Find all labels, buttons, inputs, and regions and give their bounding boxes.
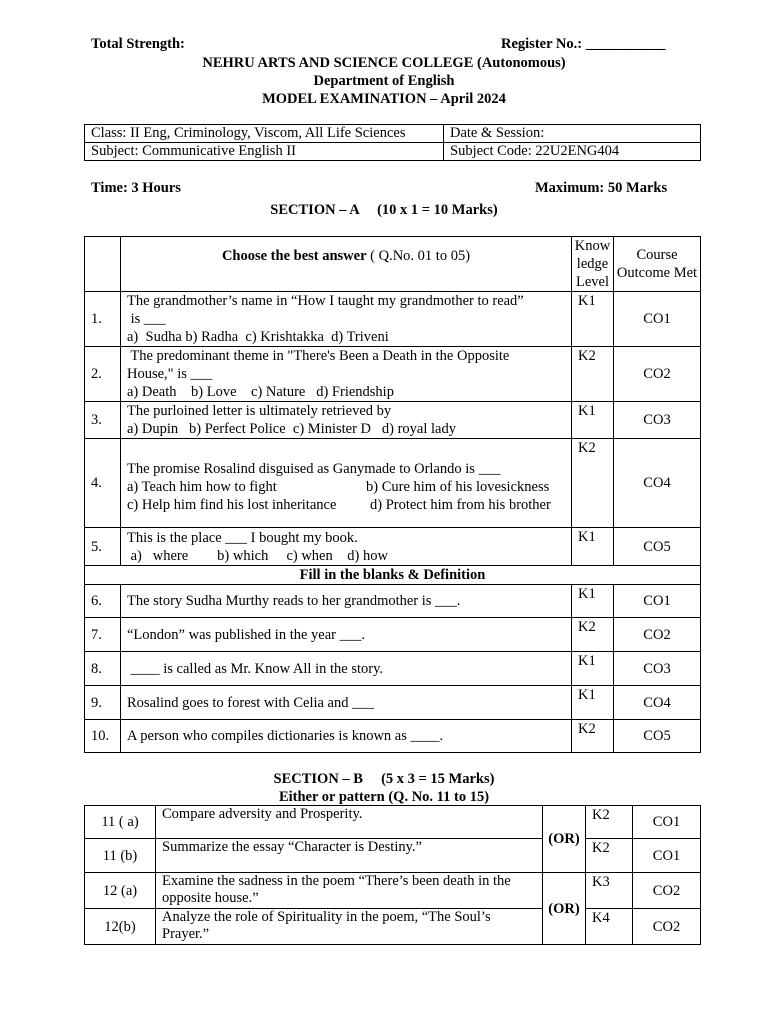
section-a-title: SECTION – A (10 x 1 = 10 Marks): [270, 202, 498, 218]
question-row: [85, 909, 701, 945]
question-row: [85, 806, 701, 839]
knowledge-level: K1: [572, 528, 614, 566]
question-line: The predominant theme in "There's Been a Death in the Opposite: [127, 348, 510, 364]
question-number: 9.: [85, 686, 121, 720]
question-text: “London” was published in the year ___.: [121, 618, 572, 652]
fill-row: [85, 686, 701, 720]
question-text: [121, 347, 572, 402]
exam-title: MODEL EXAMINATION – April 2024: [262, 91, 506, 107]
question-number: 11 (b): [85, 839, 156, 873]
question-options: a) Death b) Love c) Nature d) Friendship: [127, 384, 394, 400]
course-outcome: CO3: [614, 652, 701, 686]
knowledge-level: K2: [586, 839, 633, 873]
knowledge-level: K2: [572, 439, 614, 528]
course-outcome: CO2: [633, 873, 701, 909]
fill-row: [85, 652, 701, 686]
max-marks-label: Maximum: 50 Marks: [535, 180, 668, 196]
choose-best-range: ( Q.No. 01 to 05): [366, 248, 471, 264]
course-outcome: CO1: [614, 292, 701, 347]
question-line: This is the place ___ I bought my book.: [127, 529, 358, 546]
section-b-table: [84, 805, 701, 945]
question-text: [121, 402, 572, 439]
option-b: b) Cure him of his lovesickness: [366, 479, 550, 495]
question-number: 1.: [85, 292, 121, 347]
question-text: The story Sudha Murthy reads to her grandmother is ___.: [121, 585, 572, 618]
question-number: 6.: [85, 585, 121, 618]
knowledge-level: K3: [586, 873, 633, 909]
option-d: d) Protect him from his brother: [370, 497, 551, 513]
question-number: 4.: [85, 439, 121, 528]
course-outcome: CO5: [614, 528, 701, 566]
question-row: [85, 402, 701, 439]
header-blank-cell: [85, 237, 121, 292]
fill-row: [85, 618, 701, 652]
option-a: a) Teach him how to fight: [127, 479, 277, 495]
question-number: 8.: [85, 652, 121, 686]
course-outcome: CO2: [614, 618, 701, 652]
knowledge-level: K4: [586, 909, 633, 945]
college-name: NEHRU ARTS AND SCIENCE COLLEGE (Autonomous): [202, 55, 566, 71]
section-a-table: [84, 236, 701, 753]
choose-best-header: [121, 237, 572, 292]
section-b-title: SECTION – B (5 x 3 = 15 Marks): [273, 771, 495, 787]
course-outcome: CO2: [614, 347, 701, 402]
question-options: a) Dupin b) Perfect Police c) Minister D d) royal lady: [127, 421, 456, 437]
question-number: 12(b): [85, 909, 156, 945]
knowledge-level: K1: [572, 686, 614, 720]
option-c: c) Help him find his lost inheritance: [127, 497, 337, 513]
question-number: 11 ( a): [85, 806, 156, 839]
knowledge-level: K1: [572, 402, 614, 439]
question-options: a) Sudha b) Radha c) Krishtakka d) Triveni: [127, 329, 389, 345]
time-label: Time: 3 Hours: [91, 180, 181, 196]
question-number: 12 (a): [85, 873, 156, 909]
course-outcome: CO2: [633, 909, 701, 945]
question-text: Analyze the role of Spirituality in the poem, “The Soul’s Prayer.”: [156, 909, 543, 945]
knowledge-level: K2: [572, 347, 614, 402]
knowledge-level: K2: [572, 720, 614, 753]
department-name: Department of English: [313, 73, 455, 89]
course-outcome: CO5: [614, 720, 701, 753]
course-outcome: CO3: [614, 402, 701, 439]
or-label: (OR): [543, 806, 586, 873]
question-text: Rosalind goes to forest with Celia and ___: [121, 686, 572, 720]
question-line: House," is ___: [127, 366, 213, 382]
question-text: Summarize the essay “Character is Destiny.”: [156, 839, 543, 873]
total-strength-label: Total Strength:: [91, 36, 185, 52]
question-number: 3.: [85, 402, 121, 439]
course-outcome: CO1: [614, 585, 701, 618]
options-row: [127, 496, 565, 514]
or-label: (OR): [543, 873, 586, 945]
course-outcome-header: Course Outcome Met: [614, 237, 701, 292]
course-outcome: CO4: [614, 686, 701, 720]
section-b-subtitle: Either or pattern (Q. No. 11 to 15): [278, 789, 490, 805]
question-row: [85, 347, 701, 402]
question-row: [85, 839, 701, 873]
knowledge-level: K2: [572, 618, 614, 652]
subject-code-cell: Subject Code: 22U2ENG404: [444, 143, 701, 161]
class-cell: Class: II Eng, Criminology, Viscom, All Life Sciences: [85, 125, 444, 143]
question-row: [85, 439, 701, 528]
register-no-label: Register No.: ___________: [501, 36, 666, 52]
course-outcome: CO1: [633, 839, 701, 873]
fill-blanks-heading: Fill in the blanks & Definition: [85, 566, 701, 585]
class-info-table: [84, 124, 701, 161]
question-text: A person who compiles dictionaries is known as ____.: [121, 720, 572, 753]
question-row: [85, 292, 701, 347]
question-line: is ___: [127, 311, 166, 327]
date-session-cell: Date & Session:: [444, 125, 701, 143]
question-line: The promise Rosalind disguised as Ganymade to Orlando is ___: [127, 461, 501, 477]
subject-cell: Subject: Communicative English II: [85, 143, 444, 161]
choose-best-label: Choose the best answer: [221, 248, 367, 264]
question-text: Compare adversity and Prosperity.: [156, 806, 543, 839]
course-outcome: CO4: [614, 439, 701, 528]
question-number: 7.: [85, 618, 121, 652]
question-text: Examine the sadness in the poem “There’s been death in the opposite house.”: [156, 873, 543, 909]
knowledge-level: K1: [572, 292, 614, 347]
fill-row: [85, 720, 701, 753]
fill-row: [85, 585, 701, 618]
question-row: [85, 528, 701, 566]
question-text: [121, 528, 572, 566]
question-text: [121, 292, 572, 347]
knowledge-level: K2: [586, 806, 633, 839]
knowledge-level: K1: [572, 652, 614, 686]
question-number: 2.: [85, 347, 121, 402]
options-row: [127, 478, 565, 496]
knowledge-level-header: Know ledge Level: [572, 237, 614, 292]
knowledge-level: K1: [572, 585, 614, 618]
question-line: The grandmother’s name in “How I taught my grandmother to read”: [127, 293, 524, 309]
question-text: ____ is called as Mr. Know All in the story.: [121, 652, 572, 686]
question-number: 10.: [85, 720, 121, 753]
question-line: The purloined letter is ultimately retrieved by: [127, 403, 392, 419]
question-row: [85, 873, 701, 909]
question-number: 5.: [85, 528, 121, 566]
course-outcome: CO1: [633, 806, 701, 839]
question-text: [121, 439, 572, 528]
question-options: a) where b) which c) when d) how: [127, 547, 388, 564]
